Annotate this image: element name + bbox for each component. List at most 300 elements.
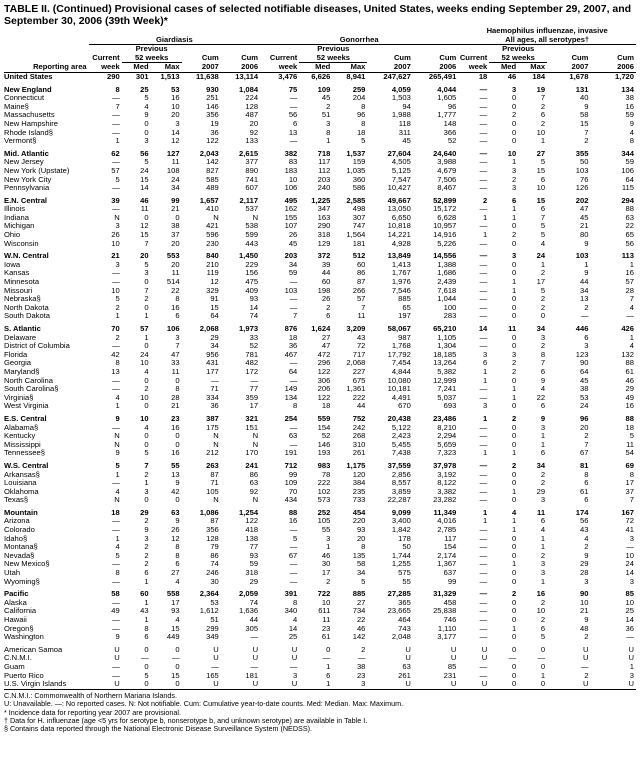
value-cell: 19	[536, 85, 546, 94]
value-cell: 607	[245, 184, 259, 193]
value-cell: 20	[249, 119, 259, 128]
value-cell: 38	[171, 222, 180, 231]
value-cell: 2,585	[346, 196, 366, 205]
value-cell: —	[479, 479, 488, 488]
reporting-area-cell: Tennessee§	[4, 449, 45, 458]
value-cell: 1,678	[569, 72, 589, 81]
value-cell: 2	[115, 303, 120, 312]
value-cell: 45	[579, 376, 589, 385]
value-cell: 56	[579, 517, 589, 526]
value-cell: 693	[443, 402, 457, 411]
value-cell: 99	[171, 196, 180, 205]
value-cell: 3	[629, 671, 634, 680]
value-cell: 1	[115, 470, 120, 479]
reporting-area-cell: U.S. Virgin Islands	[4, 680, 89, 689]
value-cell: 5,382	[437, 367, 457, 376]
value-cell: 71	[210, 479, 219, 488]
value-cell: —	[479, 569, 488, 578]
reporting-area-cell: California	[4, 607, 37, 616]
value-cell: 2	[144, 560, 149, 569]
table-row	[4, 120, 636, 129]
value-cell: 55	[171, 461, 180, 470]
value-cell: 294	[621, 196, 634, 205]
value-cell: 611	[318, 607, 331, 616]
value-cell: 106	[621, 166, 634, 175]
value-cell: 431	[206, 359, 219, 368]
reporting-area-cell: Florida	[4, 350, 28, 359]
value-cell: 70	[288, 487, 298, 496]
value-cell: 6	[584, 333, 589, 342]
value-cell: 4	[175, 616, 180, 624]
value-cell: 9	[175, 517, 180, 526]
value-cell: 148	[443, 119, 457, 128]
value-cell: —	[479, 560, 488, 569]
reporting-area-cell: Guam	[4, 662, 25, 671]
value-cell: 0	[144, 128, 149, 137]
value-cell: 1	[540, 137, 546, 146]
value-cell: 2	[144, 295, 149, 304]
value-cell: 241	[245, 461, 259, 470]
value-cell: 3	[540, 423, 546, 432]
value-cell: 224	[245, 94, 259, 103]
value-cell: 1,304	[437, 342, 457, 351]
header-hflu-sub: All ages, all serotypes†	[458, 36, 636, 45]
value-cell: 181	[245, 671, 259, 680]
value-cell: 283	[443, 312, 457, 321]
value-cell: 7	[144, 461, 149, 470]
value-cell: 296	[317, 359, 331, 368]
value-cell: 13	[171, 470, 180, 479]
value-cell: 222	[352, 393, 366, 402]
value-cell: 7,506	[437, 175, 457, 184]
value-cell: 2	[511, 175, 517, 184]
header-cum: Cum	[241, 53, 259, 63]
value-cell: 52	[321, 432, 331, 441]
value-cell: 0	[511, 534, 517, 543]
value-cell: 115	[621, 184, 634, 193]
value-cell: U	[114, 654, 120, 663]
value-cell: 138	[245, 534, 259, 543]
value-cell: 0	[489, 680, 518, 689]
value-cell: —	[479, 551, 488, 560]
value-cell: 122	[245, 517, 259, 526]
value-cell: 718	[317, 149, 331, 158]
value-cell: 449	[166, 633, 180, 642]
value-cell: 2	[144, 543, 149, 552]
value-cell: 11	[171, 158, 180, 167]
value-cell: 575	[398, 569, 411, 578]
reporting-area-cell: Montana§	[4, 543, 38, 552]
value-cell: 20	[171, 260, 180, 269]
value-cell: 596	[206, 231, 219, 240]
value-cell: 3	[629, 577, 634, 586]
value-cell: 0	[175, 662, 180, 671]
value-cell: 458	[443, 598, 457, 607]
value-cell: 7,547	[391, 175, 411, 184]
value-cell: 1	[483, 517, 488, 526]
value-cell: 8	[115, 85, 120, 94]
value-cell: 21	[579, 607, 589, 616]
value-cell: 329	[206, 286, 219, 295]
header-current: Current	[269, 53, 298, 63]
value-cell: 3	[584, 577, 589, 586]
table-row	[4, 214, 636, 223]
value-cell: 1	[483, 508, 488, 517]
header-previous: Previous	[317, 44, 350, 54]
value-cell: 0	[511, 94, 517, 103]
value-cell: 4,491	[391, 393, 411, 402]
value-cell: 1,367	[437, 560, 457, 569]
value-cell: 55	[402, 577, 411, 586]
value-cell: 67	[288, 551, 298, 560]
value-cell: N	[252, 432, 259, 441]
value-cell: 3,209	[346, 325, 366, 333]
value-cell: 46	[321, 551, 331, 560]
table-title-line-2: September 30, 2006 (39th Week)*	[4, 15, 168, 27]
value-cell: 93	[171, 607, 180, 616]
value-cell: 2,294	[437, 432, 457, 441]
value-cell: 0	[511, 662, 517, 671]
value-cell: —	[289, 303, 298, 312]
value-cell: —	[479, 662, 488, 671]
value-cell: 7	[144, 239, 149, 248]
header-cum: Cum	[393, 53, 411, 63]
value-cell: 1,976	[391, 278, 411, 287]
value-cell: U	[450, 654, 457, 663]
value-cell: 48	[579, 624, 589, 633]
value-cell: 23	[356, 671, 366, 680]
header-max: Max	[518, 63, 547, 73]
value-cell: 13,050	[387, 205, 411, 214]
value-cell: 59	[249, 560, 259, 569]
value-cell: 5	[115, 295, 120, 304]
region-row	[4, 150, 636, 159]
value-cell: 227	[352, 367, 366, 376]
value-cell: 117	[444, 534, 457, 543]
value-cell: 38	[356, 662, 366, 671]
reporting-area-cell: Idaho§	[4, 534, 28, 543]
value-cell: 3	[175, 333, 180, 342]
value-cell: 1,086	[199, 508, 219, 517]
value-cell: 7,323	[437, 449, 457, 458]
value-cell: 5	[540, 158, 546, 167]
value-cell: 8	[293, 598, 298, 607]
region-row	[4, 590, 636, 599]
value-cell: 1	[144, 479, 149, 488]
value-cell: 1,255	[391, 560, 411, 569]
value-cell: 8	[293, 402, 298, 411]
value-cell: 0	[511, 577, 517, 586]
value-cell: 0	[511, 616, 517, 624]
value-cell: 181	[352, 239, 366, 248]
value-cell: 8	[175, 295, 180, 304]
value-cell: 14,556	[433, 252, 457, 261]
header-hflu: Haemophilus influenzae, invasive	[486, 27, 608, 35]
value-cell: 203	[284, 252, 298, 261]
value-cell: 1	[326, 543, 331, 552]
value-cell: 18,185	[433, 350, 457, 359]
value-cell: 11	[171, 367, 180, 376]
value-cell: 0	[511, 470, 517, 479]
header-max: Max	[332, 63, 367, 73]
value-cell: 142	[352, 633, 366, 642]
value-cell: —	[479, 128, 488, 137]
table-row	[4, 111, 636, 120]
value-cell: 9	[584, 551, 589, 560]
value-cell: 3	[332, 680, 367, 689]
value-cell: 29	[625, 385, 634, 394]
value-cell: 17	[625, 479, 634, 488]
value-cell: 29	[210, 333, 219, 342]
value-cell: 14,916	[433, 231, 457, 240]
value-cell: 2	[511, 231, 517, 240]
value-cell: 1,044	[437, 295, 457, 304]
value-cell: 4	[540, 385, 546, 394]
value-cell: 306	[317, 376, 331, 385]
reporting-area-cell: E.N. Central	[4, 196, 48, 205]
value-cell: 1,720	[614, 72, 634, 81]
reporting-area-cell: South Dakota	[4, 312, 51, 321]
value-cell: 28	[171, 393, 180, 402]
value-cell: 559	[317, 414, 331, 423]
value-cell: 126	[575, 184, 589, 193]
value-cell: 0	[511, 119, 517, 128]
value-cell: —	[112, 423, 120, 432]
header-2006: 2006	[590, 63, 636, 73]
value-cell: 311	[398, 128, 411, 137]
value-cell: 1	[629, 260, 634, 269]
value-cell: 349	[206, 633, 219, 642]
reporting-area-cell: Michigan	[4, 222, 35, 231]
value-cell: 6	[144, 569, 149, 578]
value-cell: —	[112, 376, 120, 385]
value-cell: 19	[210, 119, 219, 128]
value-cell: 2	[540, 551, 546, 560]
value-cell: —	[479, 252, 488, 261]
value-cell: 86	[249, 470, 259, 479]
value-cell: 512	[352, 252, 366, 261]
value-cell: 5	[115, 175, 120, 184]
value-cell: 0	[511, 333, 517, 342]
value-cell: 3,988	[437, 158, 457, 167]
region-row	[4, 252, 636, 261]
value-cell: —	[479, 205, 488, 214]
value-cell: 365	[398, 598, 411, 607]
value-cell: 122	[317, 367, 331, 376]
value-cell: 100	[443, 303, 457, 312]
value-cell: 132	[621, 350, 634, 359]
value-cell: 3	[511, 184, 517, 193]
value-cell: 36	[288, 342, 298, 351]
value-cell: 5	[144, 158, 149, 167]
value-cell: 1,225	[311, 196, 331, 205]
value-cell: 9	[584, 102, 589, 111]
value-cell: 30	[321, 560, 331, 569]
reporting-area-cell: Vermont§	[4, 137, 37, 146]
value-cell: —	[479, 633, 488, 642]
value-cell: 334	[206, 393, 219, 402]
value-cell: 2,423	[391, 432, 411, 441]
value-cell: 42	[171, 487, 180, 496]
value-cell: 1	[483, 231, 488, 240]
value-cell: 6	[584, 479, 589, 488]
value-cell: 120	[352, 470, 366, 479]
value-cell: 16	[171, 423, 180, 432]
value-cell: 58	[579, 111, 589, 120]
value-cell: —	[289, 662, 298, 671]
value-cell: —	[479, 526, 488, 535]
value-cell: —	[289, 440, 298, 449]
reporting-area-cell: New England	[4, 85, 52, 94]
value-cell: 4,844	[391, 367, 411, 376]
value-cell: 33	[249, 333, 259, 342]
value-cell: 2	[511, 414, 517, 423]
value-cell: —	[626, 543, 634, 552]
value-cell: 8	[115, 569, 120, 578]
value-cell: 44	[249, 616, 259, 624]
value-cell: 203	[317, 175, 331, 184]
value-cell: 366	[443, 128, 457, 137]
value-cell: 2,174	[437, 551, 457, 560]
value-cell: 15	[140, 175, 149, 184]
value-cell: 240	[317, 184, 331, 193]
value-cell: 14	[625, 616, 634, 624]
value-cell: 2	[584, 303, 589, 312]
value-cell: 482	[245, 359, 259, 368]
value-cell: 1	[511, 286, 517, 295]
value-cell: 27,604	[387, 149, 411, 158]
value-cell: 254	[284, 414, 298, 423]
reporting-area-cell: S. Atlantic	[4, 325, 41, 333]
value-cell: 263	[206, 461, 219, 470]
value-cell: 65	[625, 231, 634, 240]
value-cell: U	[252, 654, 259, 663]
value-cell: 752	[352, 414, 366, 423]
value-cell: 2	[540, 470, 546, 479]
value-cell: —	[112, 662, 120, 671]
value-cell: 0	[144, 213, 149, 222]
reporting-area-cell: Maryland§	[4, 367, 40, 376]
value-cell: 1	[629, 333, 634, 342]
value-cell: —	[479, 461, 488, 470]
value-cell: —	[250, 376, 259, 385]
value-cell: 134	[284, 393, 298, 402]
value-cell: 72	[625, 517, 634, 526]
value-cell: 3	[511, 166, 517, 175]
value-cell: 1,988	[391, 111, 411, 120]
value-cell: 6	[540, 449, 546, 458]
reporting-area-cell: Mid. Atlantic	[4, 149, 49, 158]
value-cell: 21	[171, 402, 180, 411]
value-cell: 2	[540, 342, 546, 351]
value-cell: 252	[317, 508, 331, 517]
value-cell: 86	[210, 551, 219, 560]
header-cum: Cum	[439, 53, 457, 63]
value-cell: 7,618	[437, 286, 457, 295]
value-cell: 637	[443, 569, 457, 578]
value-cell: 495	[284, 196, 298, 205]
value-cell: 734	[352, 607, 366, 616]
value-cell: 17	[321, 569, 331, 578]
value-cell: 0	[511, 569, 517, 578]
value-cell: 34	[579, 286, 589, 295]
value-cell: 58	[356, 560, 366, 569]
value-cell: 6	[540, 517, 546, 526]
value-cell: 10	[536, 128, 546, 137]
value-cell: 1,777	[437, 111, 457, 120]
value-cell: 242	[352, 423, 366, 432]
value-cell: 3	[144, 269, 149, 278]
value-cell: 31,329	[433, 590, 457, 599]
footnote: § Contains data reported through the National Electronic Disease Surveillance System (NEDSS).	[4, 724, 313, 734]
value-cell: 5	[144, 94, 149, 103]
value-cell: 11	[357, 312, 366, 321]
value-cell: 231	[443, 671, 457, 680]
value-cell: 0	[511, 402, 517, 411]
value-cell: 299	[206, 624, 219, 633]
value-cell: 18	[288, 333, 298, 342]
value-cell: 2	[584, 432, 589, 441]
value-cell: 88	[288, 508, 298, 517]
value-cell: 3	[175, 119, 180, 128]
value-cell: 0	[144, 278, 149, 287]
value-cell: U	[413, 680, 458, 689]
value-cell: 1	[540, 432, 546, 441]
value-cell: —	[112, 616, 120, 624]
table-row	[4, 334, 636, 343]
value-cell: 1,686	[437, 269, 457, 278]
value-cell: 0	[511, 496, 517, 505]
value-cell: 62	[111, 149, 120, 158]
value-cell: N	[252, 213, 259, 222]
value-cell: 235	[352, 487, 366, 496]
value-cell: 59	[625, 158, 634, 167]
table-row	[4, 94, 636, 103]
value-cell: N	[213, 440, 219, 449]
table-row	[4, 616, 636, 625]
value-cell: 4,044	[437, 85, 457, 94]
value-cell: 2	[144, 385, 149, 394]
value-cell: 537	[245, 205, 259, 214]
value-cell: 885	[398, 295, 411, 304]
value-cell: 12	[210, 278, 219, 287]
value-cell: 7	[629, 295, 634, 304]
value-cell: —	[112, 526, 120, 535]
value-cell: 156	[245, 269, 259, 278]
value-cell: 53	[579, 393, 589, 402]
value-cell: 1	[115, 137, 120, 146]
header-cum: Cum	[571, 53, 589, 63]
value-cell: 0	[518, 680, 547, 689]
value-cell: —	[289, 94, 298, 103]
value-cell: 26	[321, 295, 331, 304]
value-cell: 56	[288, 111, 298, 120]
value-cell: 10,080	[387, 376, 411, 385]
value-cell: 222	[317, 479, 331, 488]
table-row	[4, 137, 636, 146]
value-cell: 10	[111, 286, 120, 295]
table-row	[4, 261, 636, 270]
value-cell: 57	[356, 295, 366, 304]
value-cell: 6,626	[311, 72, 331, 81]
reporting-area-cell: American Samoa	[4, 645, 63, 654]
value-cell: 87	[210, 470, 219, 479]
value-cell: U	[481, 654, 488, 663]
value-cell: 2,068	[199, 325, 219, 333]
value-cell: 71	[210, 385, 219, 394]
value-cell: 8,941	[346, 72, 366, 81]
table-row	[4, 394, 636, 403]
